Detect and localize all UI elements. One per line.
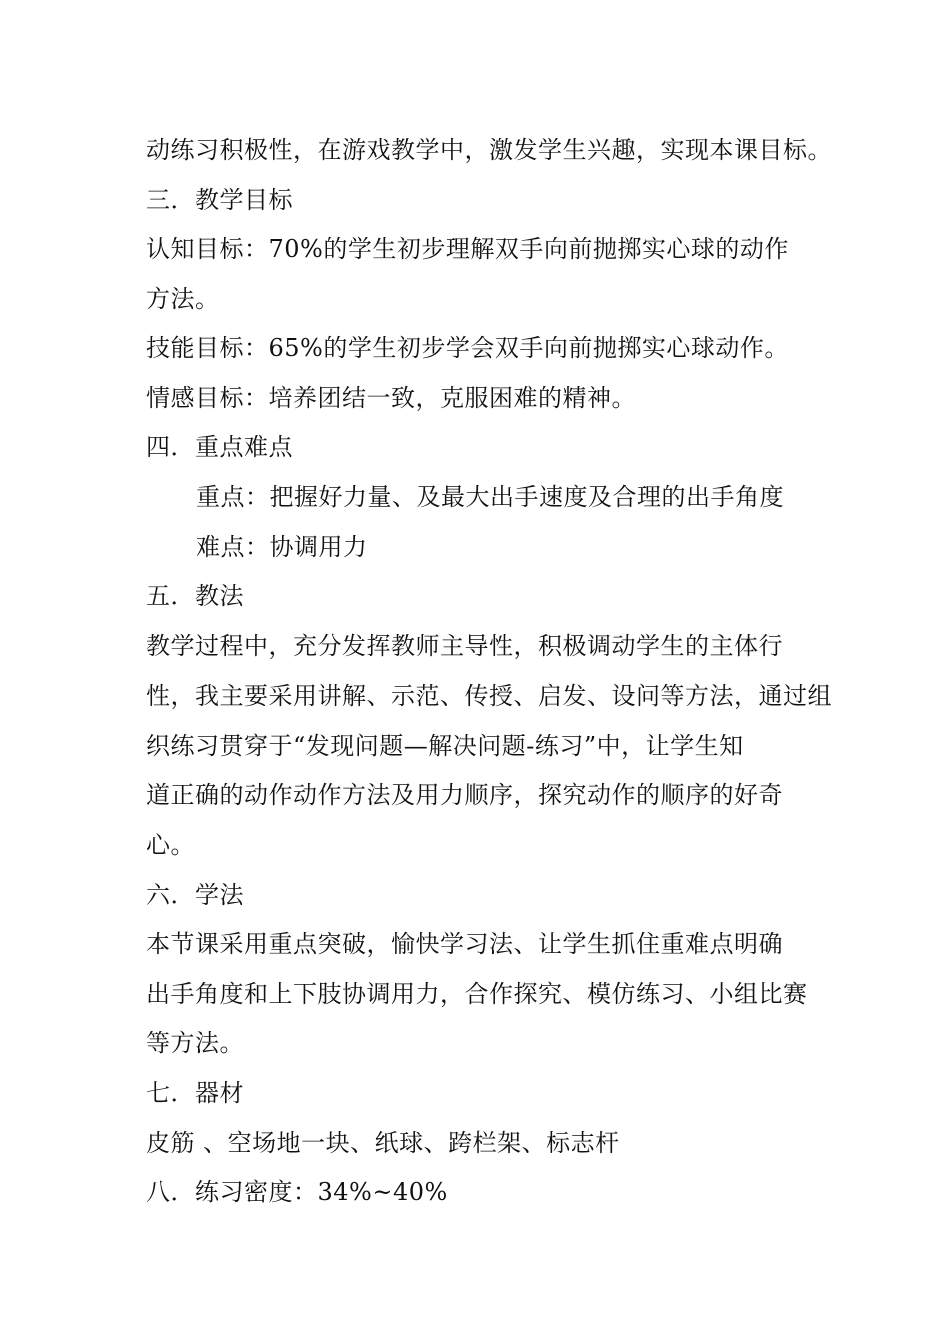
affective-objective-line: 情感目标：培养团结一致，克服困难的精神。 xyxy=(146,384,636,412)
learning-method-line-1: 本节课采用重点突破，愉快学习法、让学生抓住重难点明确 xyxy=(146,930,783,958)
teaching-method-line-5: 心。 xyxy=(146,831,195,859)
skill-objective-line: 技能目标：65%的学生初步学会双手向前抛掷实心球动作。 xyxy=(146,334,789,362)
section-heading-learning-method: 六．学法 xyxy=(146,881,244,909)
teaching-method-line-3: 织练习贯穿于“发现问题—解决问题-练习”中，让学生知 xyxy=(146,732,744,760)
teaching-method-line-2: 性，我主要采用讲解、示范、传授、启发、设问等方法，通过组 xyxy=(146,682,832,710)
difficulty-line: 难点：协调用力 xyxy=(196,533,368,561)
key-point-line: 重点：把握好力量、及最大出手速度及合理的出手角度 xyxy=(196,483,784,511)
section-heading-teaching-objectives: 三．教学目标 xyxy=(146,186,293,214)
learning-method-line-2: 出手角度和上下肢协调用力，合作探究、模仿练习、小组比赛 xyxy=(146,980,808,1008)
teaching-method-line-1: 教学过程中，充分发挥教师主导性，积极调动学生的主体行 xyxy=(146,632,783,660)
learning-method-line-3: 等方法。 xyxy=(146,1029,244,1057)
teaching-method-line-4: 道正确的动作动作方法及用力顺序，探究动作的顺序的好奇 xyxy=(146,781,783,809)
cognitive-objective-line-cont: 方法。 xyxy=(146,285,220,313)
section-heading-practice-density: 八．练习密度：34%~40% xyxy=(146,1178,448,1206)
section-heading-teaching-method: 五．教法 xyxy=(146,582,244,610)
equipment-list-line: 皮筋 、空场地一块、纸球、跨栏架、标志杆 xyxy=(146,1129,620,1157)
section-heading-equipment: 七．器材 xyxy=(146,1079,244,1107)
text-line-continuation: 动练习积极性，在游戏教学中，激发学生兴趣，实现本课目标。 xyxy=(146,136,832,164)
cognitive-objective-line: 认知目标：70%的学生初步理解双手向前抛掷实心球的动作 xyxy=(146,235,789,263)
section-heading-key-points: 四．重点难点 xyxy=(146,433,293,461)
